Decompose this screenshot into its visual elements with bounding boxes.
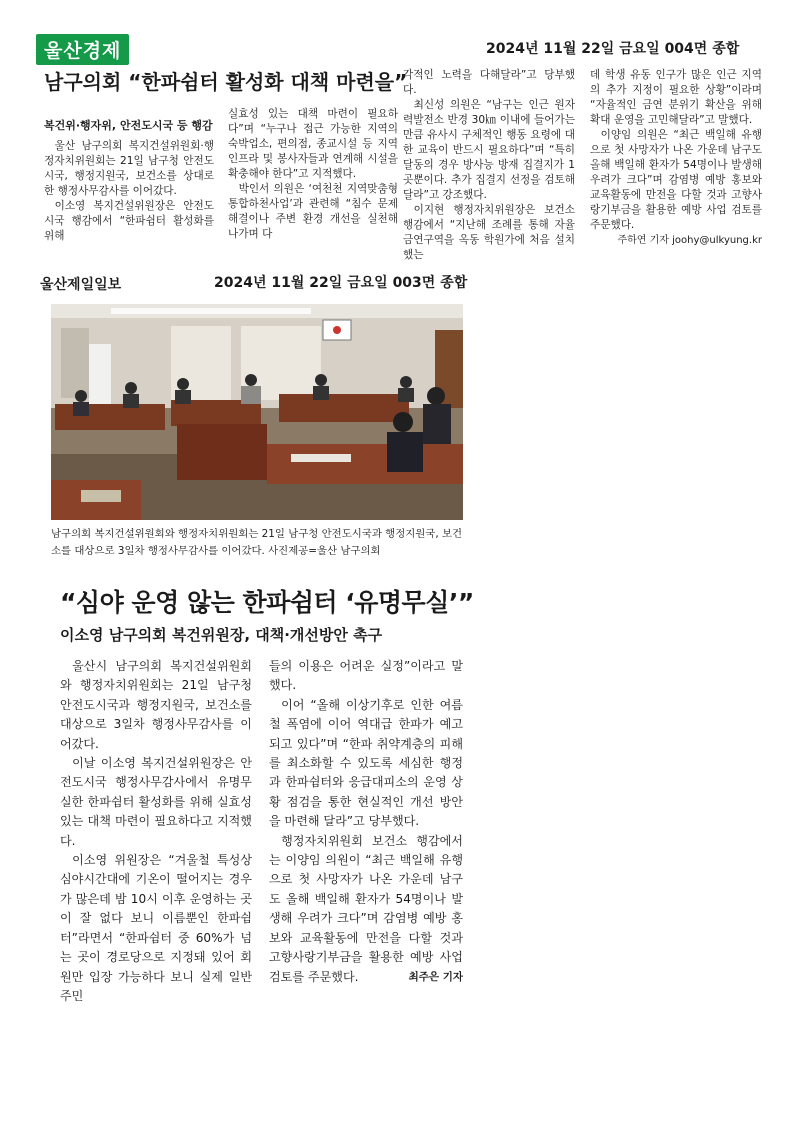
article2-column-2 <box>269 657 463 987</box>
article2-headline: “심야 운영 않는 한파쉼터 ‘유명무실’” <box>60 588 474 617</box>
paragraph: 울산 남구의회 복지건설위원회·행정자치위원회는 21일 남구청 안전도시국, 행정지원국, 보건소를 상대로 한 행정사무감사를 이어갔다. <box>44 140 214 197</box>
paragraph: 이날 이소영 복지건설위원장은 안전도시국 행정사무감사에서 유명무실한 한파쉼터 활성화를 위해 실효성 있는 대책 마련이 필요하다고 지적했다. <box>60 756 252 848</box>
paragraph: 최신성 의원은 “남구는 인근 원자력발전소 반경 30㎞ 이내에 들어가는 만큼 유사시 구체적인 행동 요령에 대한 교육이 반드시 필요하다”며 “특히 달동의 경우 방사능 방재 집결지가 1곳뿐이다. 추가 집결지 선정을 검토해달라”고 강조했다. <box>403 99 575 201</box>
paragraph: 이소영 복지건설위원장은 안전도시국 행감에서 “한파쉼터 활성화를 위해 <box>44 200 214 242</box>
article2-date: 2024년 11월 22일 금요일 003면 종합 <box>214 275 468 291</box>
article1-byline: 주하연 기자 joohy@ulkyung.kr <box>617 235 762 246</box>
article1-subhead: 복건위·행자위, 안전도시국 등 행감 <box>44 119 213 132</box>
article1-column-3 <box>403 68 575 263</box>
article1-column-1 <box>44 139 214 244</box>
paragraph: 이소영 위원장은 “겨울철 특성상 심야시간대에 기온이 떨어지는 경우가 많은데 밤 10시 이후 운영하는 곳이 잘 없다 보니 이름뿐인 한파쉼터”라면서 “한파쉼터 중 60%가 넘는 곳이 경로당으로 지정돼 있어 회원만 입장 가능하다 보니 실제 일반 주민 <box>60 853 252 1003</box>
article1-date: 2024년 11월 22일 금요일 004면 종합 <box>486 41 740 57</box>
paragraph: 들의 이용은 어려운 실정”이라고 말했다. <box>269 659 463 693</box>
paragraph: 데 학생 유동 인구가 많은 인근 지역의 추가 지정이 필요한 상황”이라며 “자율적인 금연 분위기 확산을 위해 확대 운영을 고민해달라”고 말했다. <box>590 69 762 126</box>
paragraph: 이지현 행정자치위원장은 보건소 행감에서 “지난해 조례를 통해 자율금연구역을 옥동 학원가에 처음 설치했는 <box>403 204 575 261</box>
article2-subhead: 이소영 남구의회 복건위원장, 대책·개선방안 촉구 <box>60 626 383 644</box>
paragraph <box>269 832 463 987</box>
paragraph-text: 행정자치위원회 보건소 행감에서는 이양임 의원이 “최근 백일해 유행으로 첫 사망자가 나온 가운데 남구도 올해 백일해 환자가 54명이나 발생해 우려가 크다”며 감염병 예방 홍보와 교육활동에 만전을 다할 것과 고향사랑기부금을 활용한 예방 사업 검토를 주문했다. <box>269 833 463 984</box>
article1-column-4 <box>590 68 762 248</box>
newspaper-logo-ulsan-jeil: 울산제일일보 <box>40 277 122 293</box>
paragraph: 각적인 노력을 다해달라”고 당부했다. <box>403 69 575 96</box>
article2-column-1 <box>60 657 252 1006</box>
newspaper-logo-ulsan-economy: 울산경제 <box>36 34 129 65</box>
committee-meeting-photo <box>51 304 463 520</box>
article1-headline: 남구의회 “한파쉼터 활성화 대책 마련을” <box>44 70 408 94</box>
paragraph: 이어 “올해 이상기후로 인한 여름철 폭염에 이어 역대급 한파가 예고되고 있다”며 “한파 취약계층의 피해를 최소화할 수 있도록 세심한 행정과 한파쉼터와 응급대피소의 운영 상황 점검을 통한 현실적인 개선 방안을 마련해 달라”고 당부했다. <box>269 697 463 829</box>
photo-caption: 남구의회 복지건설위원회와 행정자치위원회는 21일 남구청 안전도시국과 행정지원국, 보건소를 대상으로 3일차 행정사무감사를 이어갔다. 사진제공=울산 남구의회 <box>51 528 463 557</box>
article1-column-2 <box>228 107 398 242</box>
article2-byline: 최주은 기자 <box>408 970 463 983</box>
paragraph: 박인서 의원은 ‘여천천 지역맞춤형 통합하천사업’과 관련해 “침수 문제 해결이나 주변 환경 개선을 실천해 나가며 다 <box>228 183 398 240</box>
paragraph: 실효성 있는 대책 마련이 필요하다”며 “누구나 접근 가능한 지역의 숙박업소, 편의점, 종교시설 등 지역 인프라 및 봉사자들과 연계해 시설을 확충해야 한다”고 지적했다. <box>228 108 398 180</box>
paragraph: 이양임 의원은 “최근 백일해 유행으로 첫 사망자가 나온 가운데 남구도 올해 백일해 환자가 54명이나 발생해 우려가 크다”며 감염병 예방 홍보와 교육활동에 만전을 다할 것과 고향사랑기부금을 활용한 예방 사업 검토를 주문했다. <box>590 129 762 231</box>
paragraph: 울산시 남구의회 복지건설위원회와 행정자치위원회는 21일 남구청 안전도시국과 행정지원국, 보건소를 대상으로 3일차 행정사무감사를 이어갔다. <box>60 659 252 751</box>
